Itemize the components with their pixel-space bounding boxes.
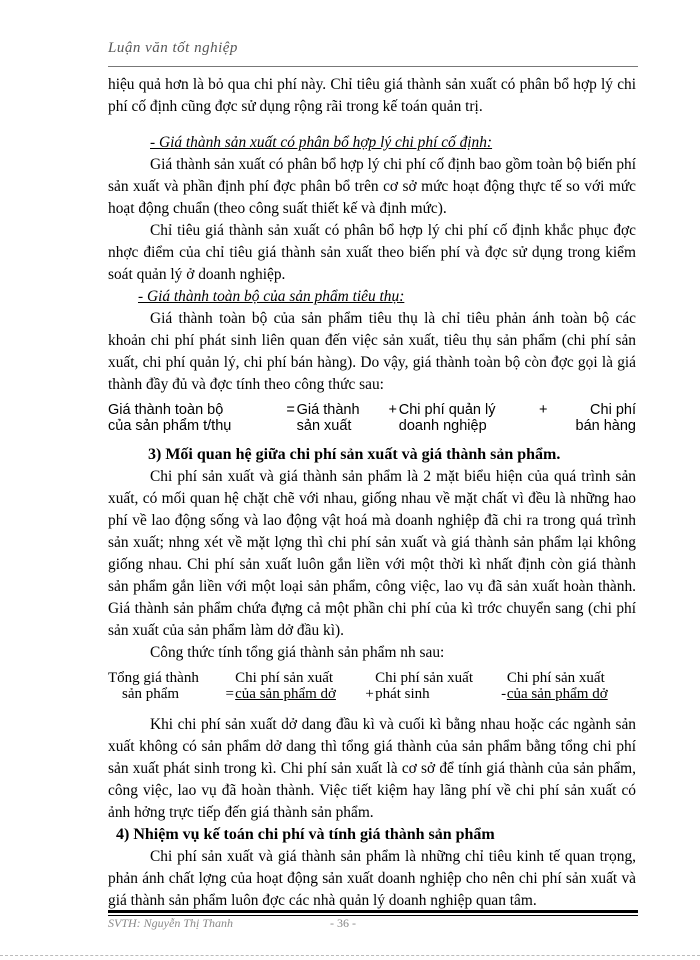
footer-rule bbox=[108, 910, 638, 913]
formula-total-cost bbox=[108, 670, 636, 702]
formula-term: phát sinh bbox=[375, 686, 430, 702]
subheading: - Giá thành toàn bộ của sản phẩm tiêu thụ: bbox=[138, 288, 405, 305]
paragraph: Khi chi phí sản xuất dở dang đầu kì và cuối kì bằng nhau hoặc các ngành sản xuất không có sản phẩm dở dang thì tổng giá thành của sản phẩm bằng tổng chi phí sản xuất phát sinh trong kì. Chi phí sản xuất là cơ sở để tính giá thành của sản phẩm, công việc, lao vụ đã hoàn thành. Việc tiết kiệm hay lãng phí về chi phí sản xuất có ảnh hởng trực tiếp đến giá thành sản phẩm. bbox=[108, 716, 636, 821]
formula-term: sản xuất bbox=[296, 418, 352, 434]
formula-operator: = bbox=[286, 402, 295, 418]
formula-term: của sản phẩm t/thụ bbox=[108, 418, 232, 434]
formula-term: của sản phẩm dở bbox=[506, 686, 608, 702]
paragraph: Công thức tính tổng giá thành sản phẩm nh sau: bbox=[150, 644, 445, 661]
formula-term: bán hàng bbox=[575, 418, 636, 434]
formula-term: sản phẩm bbox=[122, 686, 180, 702]
formula-term: Chi phí quản lý bbox=[398, 402, 496, 418]
page-body bbox=[108, 74, 636, 912]
running-header: Luận văn tốt nghiệp bbox=[108, 40, 238, 56]
formula-operator: + bbox=[365, 686, 374, 702]
formula-operator: + bbox=[539, 402, 548, 418]
paragraph: Chi phí sản xuất và giá thành sản phẩm là những chỉ tiêu kinh tế quan trọng, phản ánh chất lợng của hoạt động sản xuất doanh nghiệp cho nên chi phí sản xuất và giá thành sản phẩm luôn đợc các nhà quản lý doanh nghiệp quan tâm. bbox=[108, 848, 636, 909]
formula-term: Giá thành toàn bộ bbox=[108, 402, 224, 418]
paragraph: hiệu quả hơn là bỏ qua chi phí này. Chỉ tiêu giá thành sản xuất có phân bổ hợp lý chi phí cố định cũng đợc sử dụng rộng rãi trong kế toán quản trị. bbox=[108, 76, 636, 115]
formula-operator: - bbox=[501, 686, 507, 702]
paragraph: Giá thành sản xuất có phân bổ hợp lý chi phí cố định bao gồm toàn bộ biến phí sản xuất và phần định phí đợc phân bổ trên cơ sở mức hoạt động thực tế so với mức hoạt động chuẩn (theo công suất thiết kế và định mức). bbox=[108, 156, 637, 217]
formula-term: Chi phí sản xuất bbox=[506, 670, 605, 686]
formula-term: Chi phí bbox=[590, 402, 636, 418]
formula-term: Giá thành bbox=[296, 402, 360, 418]
formula-term: Chi phí sản xuất bbox=[375, 670, 473, 686]
page-number: - 36 - bbox=[330, 916, 356, 930]
formula-term: của sản phẩm dở bbox=[235, 686, 336, 702]
paragraph: Chỉ tiêu giá thành sản xuất có phân bổ hợp lý chi phí cố định khắc phục đợc nhợc điểm của chỉ tiêu giá thành sản xuất theo biến phí và đợc sử dụng trong kiểm soát quản lý ở doanh nghiệp. bbox=[108, 222, 636, 283]
paragraph: Chi phí sản xuất và giá thành sản phẩm là 2 mặt biểu hiện của quá trình sản xuất, có mối quan hệ chặt chẽ với nhau, giống nhau về mặt chất vì đều là những hao phí về lao động sống và lao động vật hoá mà doanh nghiệp đã chi ra trong quá trình sản xuất; nhng xét về mặt lợng thì chi phí sản xuất và giá thành sản phẩm lại không giống nhau. Chi phí sản xuất luôn gắn liền với một thời kì nhất định còn giá thành sản phẩm gắn liền với một loại sản phẩm, công việc, lao vụ đã sản xuất hoàn thành. Giá thành sản phẩm chứa đựng cả một phần chi phí của kì trớc chuyển sang (chi phí sản xuất của sản phẩm làm dở đầu kì). bbox=[108, 468, 636, 639]
page-break-line bbox=[0, 955, 700, 956]
subheading: - Giá thành sản xuất có phân bổ hợp lý chi phí cố định: bbox=[150, 134, 493, 151]
formula-term: Chi phí sản xuất bbox=[235, 670, 334, 686]
formula-operator: + bbox=[388, 402, 397, 418]
paragraph: Giá thành toàn bộ của sản phẩm tiêu thụ là chỉ tiêu phản ánh toàn bộ các khoản chi phí phát sinh liên quan đến việc sản xuất, tiêu thụ sản phẩm (chi phí sản xuất, chi phí quản lý, chi phí bán hàng). Do vậy, giá thành toàn bộ còn đợc gọi là giá thành đầy đủ và đợc tính theo công thức sau: bbox=[108, 310, 636, 393]
footer-author: SVTH: Nguyễn Thị Thanh bbox=[108, 916, 234, 930]
header-rule bbox=[108, 66, 638, 67]
formula-operator: = bbox=[225, 686, 234, 702]
formula-term: Tổng giá thành bbox=[108, 670, 199, 686]
section-heading: 4) Nhiệm vụ kế toán chi phí và tính giá thành sản phẩm bbox=[116, 826, 495, 843]
formula-full-cost bbox=[108, 402, 636, 434]
section-heading: 3) Mối quan hệ giữa chi phí sản xuất và giá thành sản phẩm. bbox=[148, 446, 561, 463]
formula-term: doanh nghiệp bbox=[398, 418, 487, 434]
